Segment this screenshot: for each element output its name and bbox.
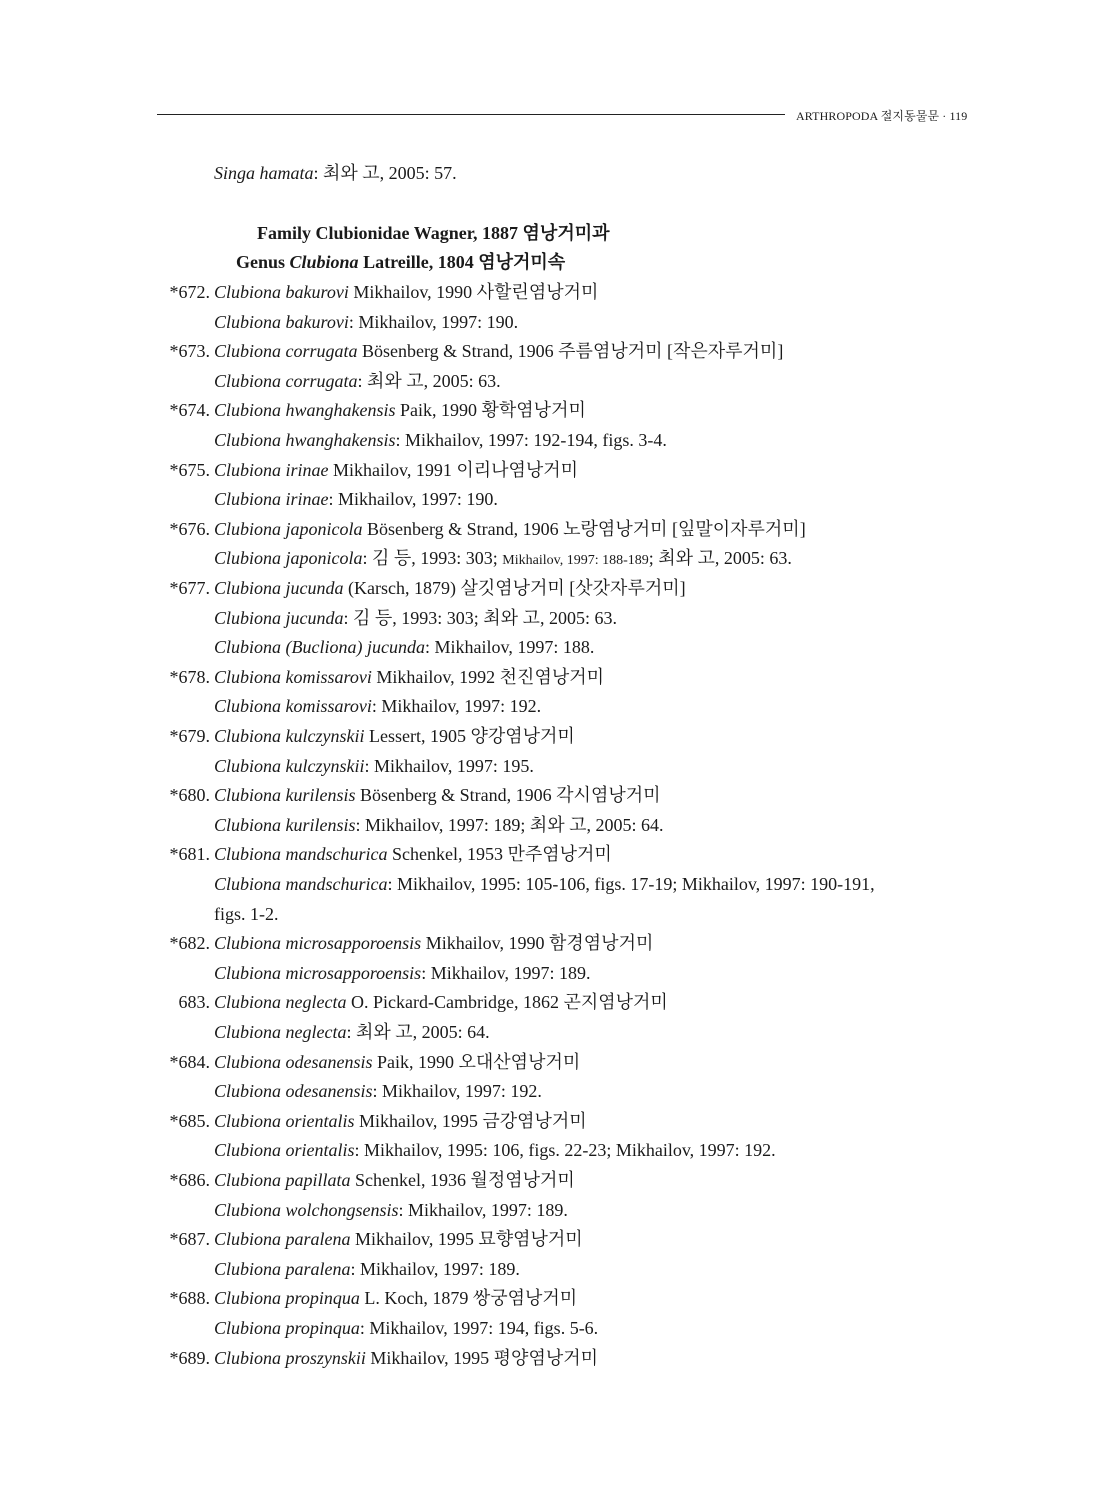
taxon-name: Clubiona bakurovi bbox=[214, 312, 349, 332]
citation-line bbox=[214, 429, 667, 451]
entry-number: *686. bbox=[169, 1170, 210, 1190]
taxon-name: Clubiona papillata bbox=[214, 1170, 351, 1190]
taxon-name: Clubiona hwanghakensis bbox=[214, 430, 396, 450]
entry-text: Bösenberg & Strand, 1906 주름염낭거미 [작은자루거미] bbox=[357, 341, 784, 361]
entry-number: *676. bbox=[169, 519, 210, 539]
citation-line bbox=[214, 755, 534, 777]
taxon-name: Clubiona odesanensis bbox=[214, 1052, 373, 1072]
entry-text: Mikhailov, 1995 묘향염낭거미 bbox=[350, 1229, 583, 1249]
entry-text: figs. 1-2. bbox=[214, 904, 279, 924]
entry-text: : Mikhailov, 1995: 105-106, figs. 17-19; Mikhailov, 1997: 190-191, bbox=[387, 874, 875, 894]
intro-species: hamata bbox=[259, 163, 314, 183]
taxon-name: Clubiona japonicola bbox=[214, 519, 363, 539]
entry-line bbox=[214, 843, 612, 865]
entry-line bbox=[214, 666, 604, 688]
entry-text: Mikhailov, 1990 함경염낭거미 bbox=[421, 933, 654, 953]
entry-text: Bösenberg & Strand, 1906 각시염낭거미 bbox=[355, 785, 661, 805]
entry-text: Paik, 1990 황학염낭거미 bbox=[395, 400, 586, 420]
entry-line bbox=[214, 459, 578, 481]
entry-line bbox=[214, 399, 586, 421]
entry-line bbox=[214, 784, 661, 806]
entry-number: *672. bbox=[169, 282, 210, 302]
entry-small-text: Mikhailov, 1997: 188-189 bbox=[502, 553, 649, 568]
genus-heading bbox=[236, 251, 565, 273]
entry-text: Bösenberg & Strand, 1906 노랑염낭거미 [잎말이자루거미] bbox=[362, 519, 806, 539]
citation-line bbox=[214, 311, 518, 333]
entry-text: : Mikhailov, 1997: 192-194, figs. 3-4. bbox=[395, 430, 667, 450]
taxon-name: Clubiona propinqua bbox=[214, 1288, 360, 1308]
entry-text: Lessert, 1905 양강염낭거미 bbox=[364, 726, 575, 746]
citation-line bbox=[214, 873, 875, 895]
entry-text: : Mikhailov, 1997: 194, figs. 5-6. bbox=[359, 1318, 599, 1338]
entry-number: *681. bbox=[169, 844, 210, 864]
taxon-name: Clubiona jucunda bbox=[214, 608, 344, 628]
entry-number: 683. bbox=[178, 992, 210, 1012]
entry-line bbox=[214, 281, 598, 303]
genus-heading-name: Clubiona bbox=[289, 252, 359, 272]
taxon-name: Clubiona orientalis bbox=[214, 1140, 355, 1160]
header-rule bbox=[157, 114, 785, 115]
entry-line bbox=[214, 1169, 575, 1191]
entry-text: (Karsch, 1879) 살깃염낭거미 [삿갓자루거미] bbox=[343, 578, 686, 598]
taxon-name: Clubiona proszynskii bbox=[214, 1348, 366, 1368]
running-head: ARTHROPODA 절지동물문 · 119 bbox=[796, 109, 968, 123]
taxon-name: Clubiona microsapporoensis bbox=[214, 963, 422, 983]
entry-line bbox=[214, 1228, 583, 1250]
citation-line bbox=[214, 636, 594, 658]
citation-line bbox=[214, 547, 792, 572]
entry-text: : Mikhailov, 1997: 190. bbox=[328, 489, 498, 509]
citation-line bbox=[214, 488, 498, 510]
entry-text: Mikhailov, 1995 평양염낭거미 bbox=[365, 1348, 598, 1368]
entry-number: *675. bbox=[169, 460, 210, 480]
entry-text: L. Koch, 1879 쌍궁염낭거미 bbox=[359, 1288, 578, 1308]
citation-line bbox=[214, 1139, 776, 1161]
taxon-name: Clubiona propinqua bbox=[214, 1318, 360, 1338]
entry-line bbox=[214, 340, 783, 362]
taxon-name: Clubiona corrugata bbox=[214, 371, 358, 391]
entry-text: : Mikhailov, 1997: 192. bbox=[372, 1081, 542, 1101]
taxon-name: Clubiona kulczynskii bbox=[214, 756, 365, 776]
taxon-name: Clubiona corrugata bbox=[214, 341, 358, 361]
citation-line bbox=[214, 814, 664, 836]
entry-line bbox=[214, 932, 653, 954]
entry-tail-text: ; 최와 고, 2005: 63. bbox=[648, 548, 792, 568]
entry-number: *685. bbox=[169, 1111, 210, 1131]
entry-text: Schenkel, 1953 만주염낭거미 bbox=[387, 844, 612, 864]
entry-number: *673. bbox=[169, 341, 210, 361]
entry-text: Mikhailov, 1992 천진염낭거미 bbox=[371, 667, 604, 687]
taxon-name: Clubiona japonicola bbox=[214, 548, 363, 568]
taxon-name: Clubiona irinae bbox=[214, 489, 329, 509]
citation-line bbox=[214, 1258, 520, 1280]
intro-citation: : 최와 고, 2005: 57. bbox=[313, 163, 457, 183]
taxon-name: Clubiona kulczynskii bbox=[214, 726, 365, 746]
entry-text: : 최와 고, 2005: 64. bbox=[346, 1022, 490, 1042]
entry-line bbox=[214, 577, 686, 599]
taxon-name: Clubiona orientalis bbox=[214, 1111, 355, 1131]
entry-text: : 김 등, 1993: 303; bbox=[362, 548, 503, 568]
entry-line bbox=[214, 1287, 577, 1309]
entry-number: *679. bbox=[169, 726, 210, 746]
taxon-name: Clubiona kurilensis bbox=[214, 785, 356, 805]
entry-text: O. Pickard-Cambridge, 1862 곤지염낭거미 bbox=[346, 992, 668, 1012]
citation-line bbox=[214, 1199, 568, 1221]
entry-number: *680. bbox=[169, 785, 210, 805]
entry-number: *689. bbox=[169, 1348, 210, 1368]
citation-line bbox=[214, 962, 591, 984]
citation-line bbox=[214, 1317, 598, 1339]
entry-text: Mikhailov, 1990 사할린염낭거미 bbox=[348, 282, 599, 302]
taxon-name: Clubiona hwanghakensis bbox=[214, 400, 396, 420]
citation-line bbox=[214, 607, 617, 629]
family-heading: Family Clubionidae Wagner, 1887 염낭거미과 bbox=[257, 223, 610, 243]
entry-line bbox=[214, 1110, 587, 1132]
taxon-name: Clubiona wolchongsensis bbox=[214, 1200, 399, 1220]
entry-text: Mikhailov, 1991 이리나염낭거미 bbox=[328, 460, 579, 480]
citation-line bbox=[214, 370, 501, 392]
entry-text: : 김 등, 1993: 303; 최와 고, 2005: 63. bbox=[343, 608, 617, 628]
citation-line bbox=[214, 695, 541, 717]
taxon-name: Clubiona jucunda bbox=[214, 578, 344, 598]
entry-line bbox=[214, 1051, 580, 1073]
entry-number: *674. bbox=[169, 400, 210, 420]
entry-text: Schenkel, 1936 월정염낭거미 bbox=[350, 1170, 575, 1190]
entry-text: : 최와 고, 2005: 63. bbox=[357, 371, 501, 391]
entry-line bbox=[214, 518, 806, 540]
entry-text: Mikhailov, 1995 금강염낭거미 bbox=[354, 1111, 587, 1131]
entry-text: : Mikhailov, 1997: 189. bbox=[398, 1200, 568, 1220]
entry-text: Paik, 1990 오대산염낭거미 bbox=[372, 1052, 581, 1072]
genus-heading-pre: Genus bbox=[236, 252, 290, 272]
entry-text: : Mikhailov, 1997: 188. bbox=[424, 637, 595, 657]
taxon-name: Clubiona paralena bbox=[214, 1259, 351, 1279]
intro-line bbox=[214, 162, 457, 184]
entry-number: *688. bbox=[169, 1288, 210, 1308]
taxon-name: Clubiona neglecta bbox=[214, 1022, 347, 1042]
entry-text: : Mikhailov, 1997: 189. bbox=[421, 963, 591, 983]
taxon-name: Clubiona odesanensis bbox=[214, 1081, 373, 1101]
entry-text: : Mikhailov, 1995: 106, figs. 22-23; Mikhailov, 1997: 192. bbox=[354, 1140, 776, 1160]
taxon-name: Clubiona komissarovi bbox=[214, 667, 372, 687]
entry-text: : Mikhailov, 1997: 189. bbox=[350, 1259, 520, 1279]
taxon-name: Clubiona neglecta bbox=[214, 992, 347, 1012]
entry-number: *684. bbox=[169, 1052, 210, 1072]
entry-line bbox=[214, 725, 575, 747]
entry-line bbox=[214, 1347, 598, 1369]
taxon-name: Clubiona microsapporoensis bbox=[214, 933, 422, 953]
entry-number: *678. bbox=[169, 667, 210, 687]
entry-number: *687. bbox=[169, 1229, 210, 1249]
entry-number: *677. bbox=[169, 578, 210, 598]
taxon-name: Clubiona komissarovi bbox=[214, 696, 372, 716]
taxon-name: Clubiona mandschurica bbox=[214, 874, 388, 894]
citation-line bbox=[214, 1021, 490, 1043]
entry-text: : Mikhailov, 1997: 190. bbox=[348, 312, 519, 332]
taxon-name: Clubiona bakurovi bbox=[214, 282, 349, 302]
entry-text: : Mikhailov, 1997: 195. bbox=[364, 756, 534, 776]
entry-number: *682. bbox=[169, 933, 210, 953]
taxon-name: Clubiona (Bucliona) jucunda bbox=[214, 637, 425, 657]
citation-line bbox=[214, 903, 279, 925]
citation-line bbox=[214, 1080, 542, 1102]
entry-text: : Mikhailov, 1997: 192. bbox=[371, 696, 542, 716]
entry-text: : Mikhailov, 1997: 189; 최와 고, 2005: 64. bbox=[355, 815, 664, 835]
taxon-name: Clubiona kurilensis bbox=[214, 815, 356, 835]
intro-genus: Singa bbox=[214, 163, 256, 183]
taxon-name: Clubiona irinae bbox=[214, 460, 329, 480]
taxon-name: Clubiona paralena bbox=[214, 1229, 351, 1249]
taxon-name: Clubiona mandschurica bbox=[214, 844, 388, 864]
entry-line bbox=[214, 991, 668, 1013]
genus-heading-post: Latreille, 1804 염낭거미속 bbox=[358, 252, 566, 272]
